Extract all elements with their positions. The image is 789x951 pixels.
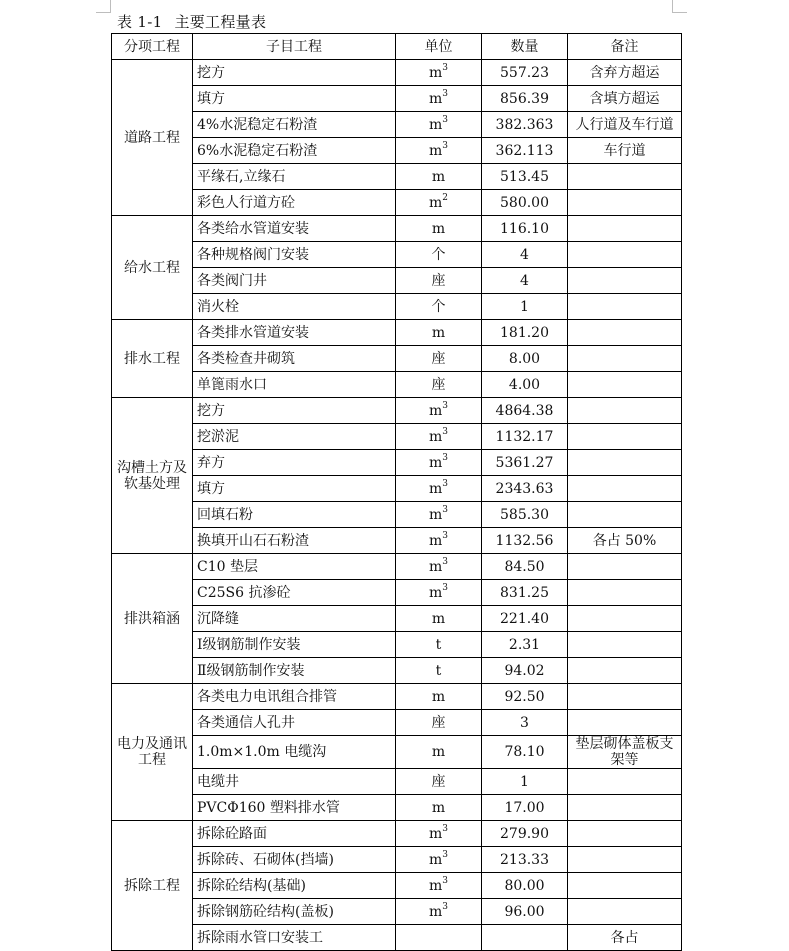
item-cell: 消火栓 bbox=[193, 294, 396, 320]
item-cell: 挖方 bbox=[193, 398, 396, 424]
unit-cell bbox=[396, 190, 482, 216]
table-row bbox=[112, 320, 682, 346]
unit-symbol: m bbox=[428, 851, 443, 868]
item-cell: PVCΦ160 塑料排水管 bbox=[193, 795, 396, 821]
quantity-cell: 585.30 bbox=[482, 502, 568, 528]
note-cell bbox=[568, 476, 682, 502]
note-cell bbox=[568, 632, 682, 658]
table-row bbox=[112, 821, 682, 847]
header-row bbox=[112, 34, 682, 60]
item-cell: 6%水泥稳定石粉渣 bbox=[193, 138, 396, 164]
table-row bbox=[112, 242, 682, 268]
item-cell: 拆除砖、石砌体(挡墙) bbox=[193, 847, 396, 873]
quantity-cell: 1 bbox=[482, 294, 568, 320]
table-row bbox=[112, 769, 682, 795]
table-row bbox=[112, 925, 682, 951]
unit-symbol: m bbox=[428, 116, 443, 133]
category-cell: 沟槽土方及软基处理 bbox=[112, 398, 193, 554]
unit-cell bbox=[396, 528, 482, 554]
page-corner-mark-left bbox=[96, 0, 111, 13]
note-cell bbox=[568, 190, 682, 216]
unit-cell bbox=[396, 710, 482, 736]
quantity-cell: 84.50 bbox=[482, 554, 568, 580]
item-cell: C10 垫层 bbox=[193, 554, 396, 580]
unit-cell bbox=[396, 658, 482, 684]
table-row bbox=[112, 736, 682, 769]
quantity-cell: 17.00 bbox=[482, 795, 568, 821]
item-cell: 填方 bbox=[193, 86, 396, 112]
item-cell: 拆除砼结构(基础) bbox=[193, 873, 396, 899]
note-cell bbox=[568, 795, 682, 821]
category-cell: 排洪箱涵 bbox=[112, 554, 193, 684]
item-cell: 换填开山石石粉渣 bbox=[193, 528, 396, 554]
quantity-cell: 362.113 bbox=[482, 138, 568, 164]
note-cell: 含填方超运 bbox=[568, 86, 682, 112]
quantity-cell: 4 bbox=[482, 242, 568, 268]
unit-symbol: m bbox=[431, 688, 446, 705]
unit-exponent: 3 bbox=[442, 823, 448, 834]
header-unit: 单位 bbox=[396, 34, 482, 60]
table-row bbox=[112, 190, 682, 216]
category-cell: 道路工程 bbox=[112, 60, 193, 216]
note-cell bbox=[568, 821, 682, 847]
item-cell: 彩色人行道方砼 bbox=[193, 190, 396, 216]
table-row bbox=[112, 398, 682, 424]
table-row bbox=[112, 684, 682, 710]
unit-exponent: 3 bbox=[442, 114, 448, 125]
unit-exponent: 2 bbox=[442, 192, 448, 203]
table-row bbox=[112, 476, 682, 502]
note-cell bbox=[568, 372, 682, 398]
unit-cell bbox=[396, 60, 482, 86]
item-cell: 拆除砼路面 bbox=[193, 821, 396, 847]
note-cell bbox=[568, 658, 682, 684]
unit-symbol: m bbox=[428, 558, 443, 575]
unit-symbol: 座 bbox=[431, 350, 446, 367]
unit-symbol: m bbox=[431, 799, 446, 816]
table-row bbox=[112, 164, 682, 190]
note-cell: 车行道 bbox=[568, 138, 682, 164]
note-cell: 垫层砌体盖板支架等 bbox=[568, 736, 682, 769]
unit-exponent: 3 bbox=[442, 478, 448, 489]
note-cell bbox=[568, 216, 682, 242]
unit-cell bbox=[396, 476, 482, 502]
unit-cell bbox=[396, 372, 482, 398]
unit-cell bbox=[396, 554, 482, 580]
unit-cell bbox=[396, 424, 482, 450]
unit-symbol: t bbox=[435, 662, 442, 679]
item-cell: 回填石粉 bbox=[193, 502, 396, 528]
note-cell bbox=[568, 710, 682, 736]
item-cell: 拆除钢筋砼结构(盖板) bbox=[193, 899, 396, 925]
note-cell bbox=[568, 424, 682, 450]
category-cell: 给水工程 bbox=[112, 216, 193, 320]
table-row bbox=[112, 873, 682, 899]
note-cell bbox=[568, 450, 682, 476]
quantities-table bbox=[111, 33, 682, 951]
item-cell: Ⅱ级钢筋制作安装 bbox=[193, 658, 396, 684]
unit-symbol: m bbox=[428, 402, 443, 419]
note-cell bbox=[568, 398, 682, 424]
quantity-cell: 856.39 bbox=[482, 86, 568, 112]
unit-symbol: m bbox=[428, 194, 443, 211]
unit-symbol: 座 bbox=[431, 272, 446, 289]
unit-cell bbox=[396, 606, 482, 632]
quantity-cell: 279.90 bbox=[482, 821, 568, 847]
category-cell: 排水工程 bbox=[112, 320, 193, 398]
unit-exponent: 3 bbox=[442, 62, 448, 73]
unit-symbol: m bbox=[428, 584, 443, 601]
unit-symbol: m bbox=[431, 168, 446, 185]
note-cell bbox=[568, 294, 682, 320]
table-caption bbox=[117, 11, 266, 32]
table-row bbox=[112, 138, 682, 164]
table-row bbox=[112, 268, 682, 294]
note-cell bbox=[568, 580, 682, 606]
unit-symbol: m bbox=[428, 142, 443, 159]
table-number: 表 1-1 bbox=[117, 13, 163, 31]
item-cell: 各类排水管道安装 bbox=[193, 320, 396, 346]
note-cell bbox=[568, 684, 682, 710]
table-row bbox=[112, 554, 682, 580]
table-row bbox=[112, 294, 682, 320]
unit-cell bbox=[396, 86, 482, 112]
unit-symbol: m bbox=[428, 506, 443, 523]
item-cell: 填方 bbox=[193, 476, 396, 502]
quantity-cell: 8.00 bbox=[482, 346, 568, 372]
unit-symbol: m bbox=[431, 610, 446, 627]
table-row bbox=[112, 372, 682, 398]
table-row bbox=[112, 346, 682, 372]
note-cell bbox=[568, 606, 682, 632]
unit-symbol: m bbox=[428, 903, 443, 920]
quantity-cell: 96.00 bbox=[482, 899, 568, 925]
quantity-cell: 2.31 bbox=[482, 632, 568, 658]
note-cell bbox=[568, 769, 682, 795]
note-cell: 含弃方超运 bbox=[568, 60, 682, 86]
unit-cell bbox=[396, 242, 482, 268]
quantity-cell: 831.25 bbox=[482, 580, 568, 606]
unit-exponent: 3 bbox=[442, 140, 448, 151]
unit-symbol: m bbox=[428, 454, 443, 471]
unit-exponent: 3 bbox=[442, 504, 448, 515]
note-cell bbox=[568, 847, 682, 873]
table-row bbox=[112, 216, 682, 242]
unit-symbol: m bbox=[428, 64, 443, 81]
item-cell: 平缘石,立缘石 bbox=[193, 164, 396, 190]
unit-cell bbox=[396, 899, 482, 925]
item-cell: 拆除雨水管口安装工 bbox=[193, 925, 396, 951]
item-cell: 各类检查井砌筑 bbox=[193, 346, 396, 372]
quantity-cell: 78.10 bbox=[482, 736, 568, 769]
table-row bbox=[112, 606, 682, 632]
page-corner-mark-right bbox=[672, 0, 687, 13]
unit-cell bbox=[396, 795, 482, 821]
unit-exponent: 3 bbox=[442, 875, 448, 886]
unit-exponent: 3 bbox=[442, 88, 448, 99]
unit-exponent: 3 bbox=[442, 530, 448, 541]
table-row bbox=[112, 847, 682, 873]
header-note: 备注 bbox=[568, 34, 682, 60]
quantity-cell: 2343.63 bbox=[482, 476, 568, 502]
table-row bbox=[112, 112, 682, 138]
table-row bbox=[112, 450, 682, 476]
unit-cell bbox=[396, 320, 482, 346]
note-cell bbox=[568, 320, 682, 346]
note-cell: 各占 50% bbox=[568, 528, 682, 554]
unit-cell bbox=[396, 112, 482, 138]
table-row bbox=[112, 658, 682, 684]
quantity-cell: 80.00 bbox=[482, 873, 568, 899]
unit-symbol: 个 bbox=[431, 298, 446, 315]
item-cell: C25S6 抗渗砼 bbox=[193, 580, 396, 606]
table-row bbox=[112, 795, 682, 821]
quantity-cell: 1 bbox=[482, 769, 568, 795]
quantity-cell: 1132.17 bbox=[482, 424, 568, 450]
unit-exponent: 3 bbox=[442, 556, 448, 567]
table-row bbox=[112, 60, 682, 86]
unit-exponent: 3 bbox=[442, 426, 448, 437]
unit-cell bbox=[396, 450, 482, 476]
unit-symbol: m bbox=[428, 532, 443, 549]
note-cell bbox=[568, 242, 682, 268]
unit-exponent: 3 bbox=[442, 901, 448, 912]
unit-cell bbox=[396, 502, 482, 528]
item-cell: 挖方 bbox=[193, 60, 396, 86]
quantity-cell: 3 bbox=[482, 710, 568, 736]
item-cell: 1.0m×1.0m 电缆沟 bbox=[193, 736, 396, 769]
unit-exponent: 3 bbox=[442, 400, 448, 411]
unit-cell bbox=[396, 684, 482, 710]
quantity-cell: 580.00 bbox=[482, 190, 568, 216]
unit-exponent: 3 bbox=[442, 582, 448, 593]
unit-symbol: m bbox=[428, 877, 443, 894]
table-row bbox=[112, 632, 682, 658]
note-cell bbox=[568, 899, 682, 925]
unit-cell bbox=[396, 164, 482, 190]
category-cell: 电力及通讯工程 bbox=[112, 684, 193, 821]
unit-cell bbox=[396, 769, 482, 795]
quantity-cell bbox=[482, 925, 568, 951]
table-row bbox=[112, 580, 682, 606]
unit-cell bbox=[396, 580, 482, 606]
unit-cell bbox=[396, 632, 482, 658]
category-cell: 拆除工程 bbox=[112, 821, 193, 951]
quantity-cell: 221.40 bbox=[482, 606, 568, 632]
quantity-cell: 116.10 bbox=[482, 216, 568, 242]
quantity-cell: 4 bbox=[482, 268, 568, 294]
unit-symbol: m bbox=[431, 324, 446, 341]
note-cell: 各占 bbox=[568, 925, 682, 951]
unit-cell bbox=[396, 736, 482, 769]
unit-cell bbox=[396, 268, 482, 294]
note-cell bbox=[568, 554, 682, 580]
unit-symbol: 座 bbox=[431, 376, 446, 393]
table-row bbox=[112, 86, 682, 112]
table-title: 主要工程量表 bbox=[174, 13, 267, 31]
item-cell: 各类给水管道安装 bbox=[193, 216, 396, 242]
item-cell: 4%水泥稳定石粉渣 bbox=[193, 112, 396, 138]
header-quantity: 数量 bbox=[482, 34, 568, 60]
header-item: 子目工程 bbox=[193, 34, 396, 60]
note-cell bbox=[568, 502, 682, 528]
unit-cell bbox=[396, 847, 482, 873]
unit-symbol: m bbox=[428, 90, 443, 107]
note-cell bbox=[568, 268, 682, 294]
quantity-cell: 181.20 bbox=[482, 320, 568, 346]
quantity-cell: 92.50 bbox=[482, 684, 568, 710]
unit-cell bbox=[396, 138, 482, 164]
item-cell: 挖淤泥 bbox=[193, 424, 396, 450]
unit-exponent: 3 bbox=[442, 452, 448, 463]
quantity-cell: 4864.38 bbox=[482, 398, 568, 424]
item-cell: Ⅰ级钢筋制作安装 bbox=[193, 632, 396, 658]
unit-cell bbox=[396, 821, 482, 847]
unit-cell bbox=[396, 398, 482, 424]
item-cell: 各类阀门井 bbox=[193, 268, 396, 294]
unit-cell bbox=[396, 346, 482, 372]
unit-symbol: m bbox=[428, 428, 443, 445]
unit-cell bbox=[396, 873, 482, 899]
header-category: 分项工程 bbox=[112, 34, 193, 60]
quantity-cell: 557.23 bbox=[482, 60, 568, 86]
quantity-cell: 382.363 bbox=[482, 112, 568, 138]
item-cell: 沉降缝 bbox=[193, 606, 396, 632]
note-cell bbox=[568, 873, 682, 899]
quantity-cell: 5361.27 bbox=[482, 450, 568, 476]
table-row bbox=[112, 899, 682, 925]
quantity-cell: 1132.56 bbox=[482, 528, 568, 554]
item-cell: 各种规格阀门安装 bbox=[193, 242, 396, 268]
unit-symbol: m bbox=[431, 220, 446, 237]
item-cell: 各类通信人孔井 bbox=[193, 710, 396, 736]
quantity-cell: 513.45 bbox=[482, 164, 568, 190]
unit-symbol: t bbox=[435, 636, 442, 653]
table-row bbox=[112, 424, 682, 450]
unit-symbol: 座 bbox=[431, 773, 446, 790]
unit-symbol: m bbox=[431, 744, 446, 760]
item-cell: 各类电力电讯组合排管 bbox=[193, 684, 396, 710]
table-row bbox=[112, 528, 682, 554]
unit-cell bbox=[396, 925, 482, 951]
quantity-cell: 213.33 bbox=[482, 847, 568, 873]
table-row bbox=[112, 502, 682, 528]
unit-symbol: m bbox=[428, 825, 443, 842]
unit-exponent: 3 bbox=[442, 849, 448, 860]
note-cell: 人行道及车行道 bbox=[568, 112, 682, 138]
quantity-cell: 4.00 bbox=[482, 372, 568, 398]
table-row bbox=[112, 710, 682, 736]
quantity-cell: 94.02 bbox=[482, 658, 568, 684]
note-cell bbox=[568, 346, 682, 372]
unit-symbol: 个 bbox=[431, 246, 446, 263]
unit-cell bbox=[396, 294, 482, 320]
note-cell bbox=[568, 164, 682, 190]
item-cell: 弃方 bbox=[193, 450, 396, 476]
unit-cell bbox=[396, 216, 482, 242]
item-cell: 单篦雨水口 bbox=[193, 372, 396, 398]
unit-symbol: m bbox=[428, 480, 443, 497]
unit-symbol: 座 bbox=[431, 714, 446, 731]
item-cell: 电缆井 bbox=[193, 769, 396, 795]
